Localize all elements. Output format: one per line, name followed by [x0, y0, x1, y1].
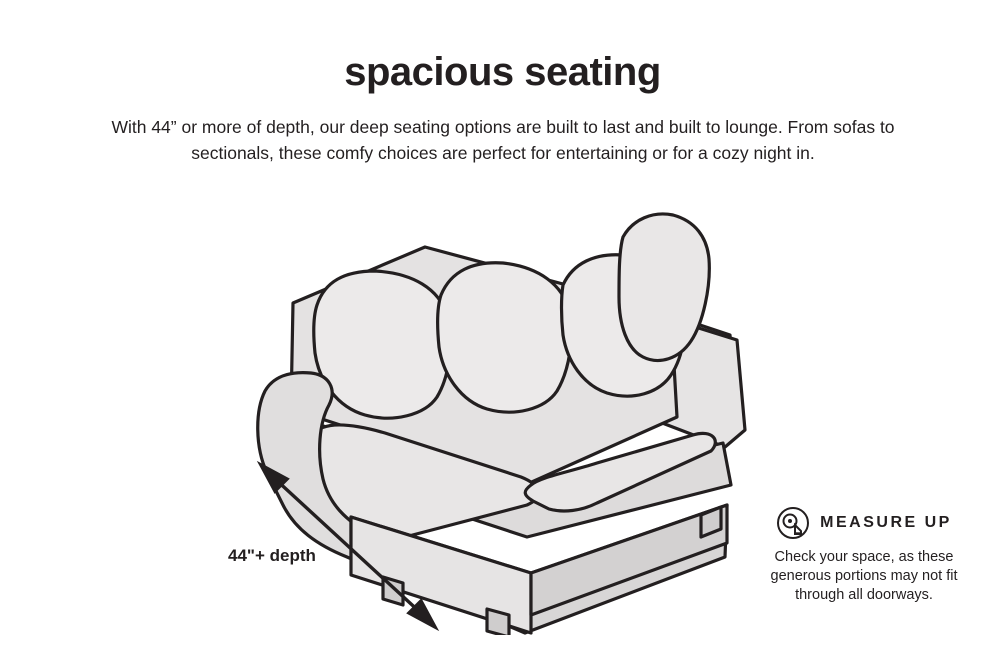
measure-up-block [744, 506, 984, 605]
measure-up-note: Check your space, as these generous portions may not fit through all doorways. [770, 549, 958, 604]
measure-up-title: MEASURE UP [820, 514, 952, 531]
tape-measure-icon [776, 506, 810, 540]
sofa-illustration [225, 185, 785, 635]
measure-up-heading [744, 506, 984, 540]
sofa-line-art [225, 185, 785, 635]
depth-dimension-label: 44"+ depth [228, 546, 316, 565]
description-text: With 44” or more of depth, our deep seating options are built to last and built to lounge. From sofas to sectionals, these comfy choices are perfect for entertaining or for a cozy night in. [111, 117, 895, 164]
page-title: spacious seating [344, 50, 661, 94]
